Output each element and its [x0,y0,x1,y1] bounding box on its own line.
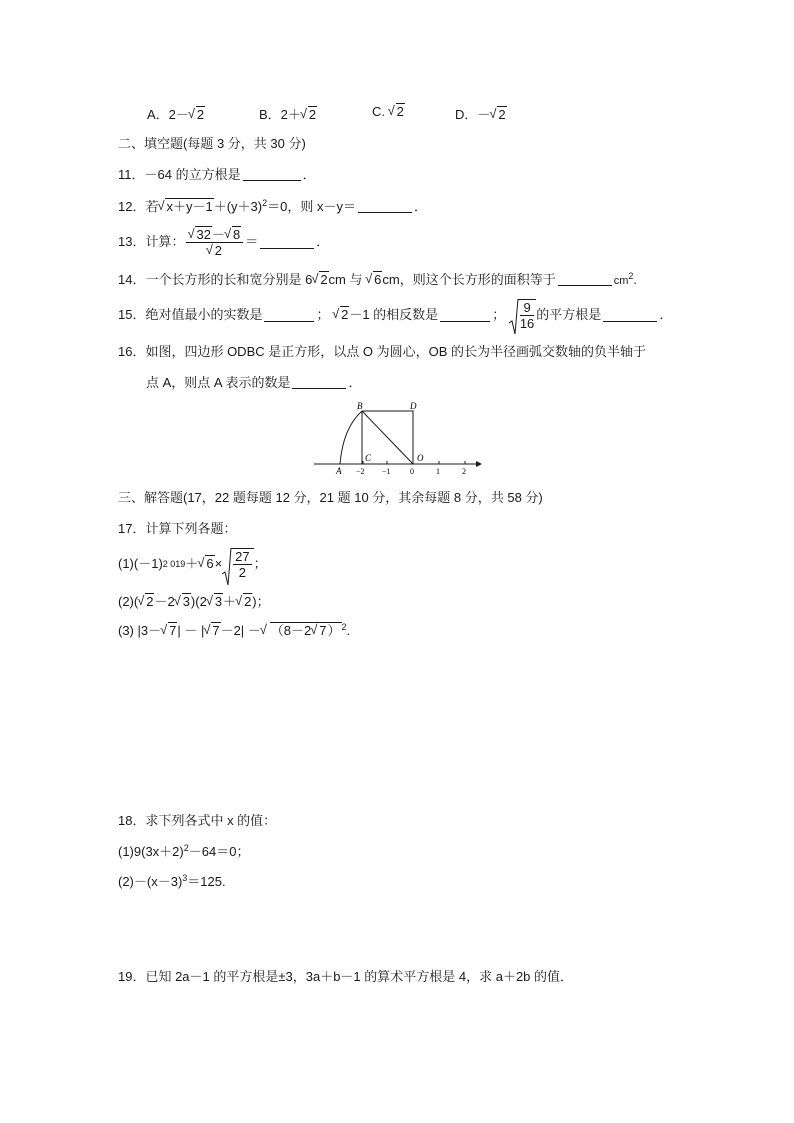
option-d: D．－√ 2 [455,104,507,123]
sqrt-fraction: $\frac{9}{16}$ [509,299,536,331]
section3-heading: 三、解答题(17，22 题每题 12 分，21 题 10 分，其余每题 8 分，共 58 分) [118,490,543,505]
question-15: 15．绝对值最小的实数是 ； √ 2 －1 的相反数是 ； $\frac{9}{16}$ 的平方根是 ． [118,296,672,334]
point-label-c: C [365,453,372,463]
fraction: √ 32－√ 8 √ 2 [186,227,243,258]
option-a: A．2－√ 2 [147,104,205,123]
tick-label: 1 [436,467,440,476]
tick-label: −2 [356,467,365,476]
answer-blank [358,199,412,213]
option-c: C. √ 2 [372,104,405,119]
question-18-part2: $(2)-(x-3)^3=125$. [118,873,226,889]
arc [340,411,362,464]
question-14: 14．一个长方形的长和宽分别是 6√ 2cm 与 √ 6cm，则这个长方形的面积等于 $cm^2$. [118,271,637,290]
arrow-icon [476,461,482,467]
sqrt-fraction: $\frac{27}{2}$ [222,548,253,580]
question-18-part1: $(1)9(3x+2)^2-64=0$； [118,843,250,859]
point-label-a: A [336,466,342,476]
tick-label: −1 [382,467,391,476]
figure-number-line-square [310,400,490,478]
question-19: 19．已知 2a－1 的平方根是±3，3a＋b－1 的算术平方根是 4，求 a＋2b 的值． [118,969,574,984]
answer-blank [603,308,657,322]
question-17-part1: (1)(－1) 2 019 ＋ √ 6 × $\frac{27}{2}$ ； [118,544,267,584]
point-label-o: O [417,453,424,463]
question-17-part3: (3) |3－√ 7| － |√ 7－2| －√ （8－2√ 7）$^2$. [118,622,350,640]
answer-blank [264,308,314,322]
option-b: B．2＋√ 2 [259,104,317,123]
point-label-d: D [410,401,417,411]
section2-heading: 二、填空题(每题 3 分，共 30 分) [118,136,306,151]
tick-label: 2 [462,467,466,476]
answer-blank [558,272,612,286]
question-16-line1: 16．如图，四边形 ODBC 是正方形，以点 O 为圆心，OB 的长为半径画弧交数轴的负半轴于 [118,344,646,359]
tick-label: 0 [410,467,414,476]
answer-blank [440,308,490,322]
answer-blank [292,375,346,389]
question-16-line2: 点 A，则点 A 表示的数是 ． [146,375,362,390]
question-12: 12．若√ $x+y-1+(y+3)^2=0$，则 x－y＝ ． [118,198,427,216]
question-17-title: 17．计算下列各题： [118,521,237,536]
answer-blank [243,167,301,181]
point-label-b: B [357,401,363,411]
question-11: 11．－64 的立方根是 ． [118,167,316,182]
question-13: 13．计算： √ 32－√ 8 √ 2 ＝ ． [118,224,329,260]
question-18-title: 18．求下列各式中 x 的值： [118,813,277,828]
question-17-part2: (2)(√ 2－2√ 3)(2√ 3＋√ 2)； [118,593,270,611]
answer-blank [260,235,314,249]
